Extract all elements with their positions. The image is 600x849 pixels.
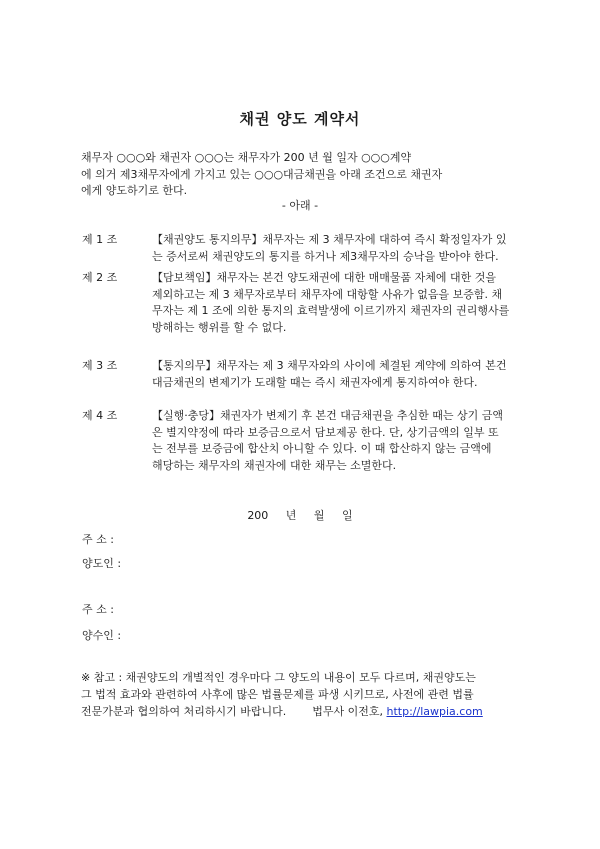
lawpia-link[interactable]: http://lawpia.com xyxy=(386,705,483,718)
article-body xyxy=(152,232,518,265)
address-label-assignor: 주 소 : xyxy=(82,533,114,546)
article-body xyxy=(152,408,518,474)
article-line: 방해하는 행위를 할 수 없다. xyxy=(152,320,287,334)
article-line: 【채권양도 통지의무】채무자는 제 3 채무자에 대하여 즉시 확정일자가 있 xyxy=(152,233,507,246)
document-title: 채권 양도 계약서 xyxy=(239,110,361,128)
article-line: 는 증서로써 채권양도의 통지를 하거나 제3채무자의 승낙을 받아야 한다. xyxy=(152,249,499,263)
article-line: 【담보책임】채무자는 본건 양도채권에 대한 매매물품 자체에 대한 것을 xyxy=(152,271,497,284)
signature: 법무사 이전호, xyxy=(312,705,384,718)
article-number: 제 3 조 xyxy=(82,359,118,372)
assignee-label: 양수인 : xyxy=(82,629,122,642)
article-number: 제 4 조 xyxy=(82,409,118,422)
article-line: 【실행·충당】채권자가 변제기 후 본건 대금채권을 추심한 때는 상기 금액 xyxy=(152,409,503,422)
assignor-label: 양도인 : xyxy=(82,557,122,570)
article-line: 은 별지약정에 따라 보증금으로서 담보제공 한다. 단, 상기금액의 일부 또 xyxy=(152,425,499,439)
article-line: 무자는 제 1 조에 의한 통지의 효력발생에 이르기까지 채권자의 권리행사를 xyxy=(152,304,510,317)
article-line: 해당하는 채무자의 채권자에 대한 채무는 소멸한다. xyxy=(152,458,397,472)
note-line: ※ 참고 : 채권양도의 개별적인 경우마다 그 양도의 내용이 모두 다르며, 채권양도는 xyxy=(81,671,476,684)
article-body xyxy=(152,358,518,391)
article-line: 는 전부를 보증금에 합산치 아니할 수 있다. 이 때 합산하지 않는 금액에 xyxy=(152,442,492,455)
article-number: 제 2 조 xyxy=(82,271,118,284)
intro-line: 채무자 ○○○와 채권자 ○○○는 채무자가 200 년 월 일자 ○○○계약 xyxy=(81,151,412,164)
article-number: 제 1 조 xyxy=(82,233,118,246)
note-text: 전문가분과 협의하여 처리하시기 바랍니다. xyxy=(81,705,287,718)
note-line: 그 법적 효과와 관련하여 사후에 많은 법률문제를 파생 시키므로, 사전에 관련 법률 xyxy=(81,688,474,701)
intro-paragraph xyxy=(81,150,517,200)
address-label-assignee: 주 소 : xyxy=(82,603,114,616)
article-line: 제외하고는 제 3 채무자로부터 채무자에 대항할 사유가 없음을 보증함. 채 xyxy=(152,287,503,301)
below-label: - 아래 - xyxy=(281,199,319,212)
note-line xyxy=(81,703,517,720)
reference-note xyxy=(81,669,517,720)
article-line: 대금채권의 변제기가 도래할 때는 즉시 채권자에게 통지하여야 한다. xyxy=(152,375,478,389)
article-line: 【통지의무】채무자는 제 3 채무자와의 사이에 체결된 계약에 의하여 본건 xyxy=(152,359,507,372)
intro-line: 에게 양도하기로 한다. xyxy=(81,184,188,197)
date-line: 200 년 월 일 xyxy=(247,509,353,522)
intro-line: 에 의거 제3채무자에게 가지고 있는 ○○○대금채권을 아래 조건으로 채권자 xyxy=(81,167,443,181)
article-body xyxy=(152,270,518,336)
